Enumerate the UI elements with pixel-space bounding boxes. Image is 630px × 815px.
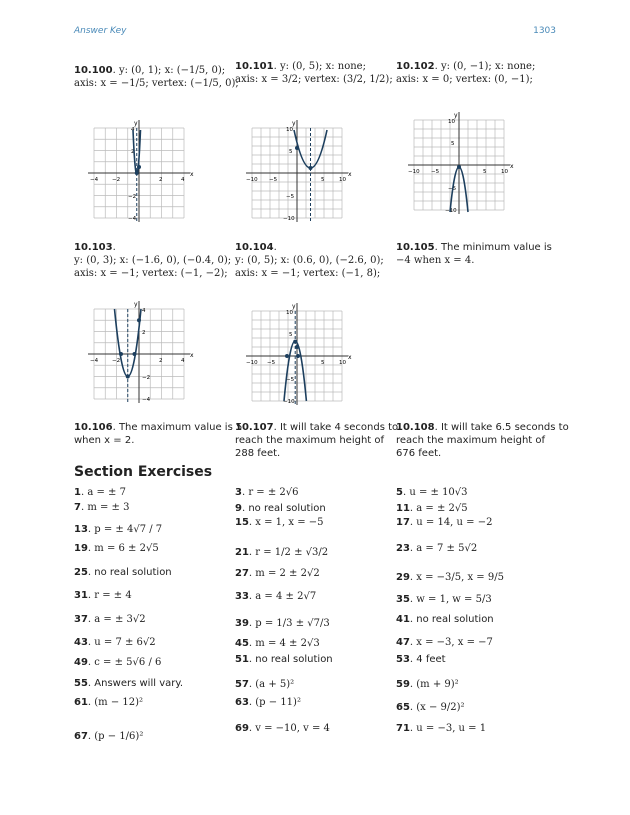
y-tick: −4 xyxy=(142,397,151,403)
y-tick: 5 xyxy=(289,332,293,338)
exercise-item: 51. no real solution xyxy=(235,654,333,665)
x-tick: −10 xyxy=(246,360,258,366)
y-tick: −2 xyxy=(128,194,137,200)
y-tick: −10 xyxy=(445,208,457,214)
y-axis-label: y xyxy=(134,120,138,127)
y-tick: −10 xyxy=(283,216,295,222)
x-tick: 5 xyxy=(483,169,487,175)
x-tick: −4 xyxy=(90,358,99,364)
exercise-item: 7. m = ± 3 xyxy=(74,502,130,513)
exercise-item: 11. a = ± 2√5 xyxy=(396,503,468,514)
x-tick: −2 xyxy=(112,358,121,364)
exercise-item: 67. (p − 1/6)² xyxy=(74,731,144,742)
answer-10-105: 10.105. The minimum value is −4 when x = 4. xyxy=(396,242,552,266)
answer-10-107: 10.107. It will take 4 seconds to reach the maximum height of 288 feet. xyxy=(235,422,399,459)
graph-10-102 xyxy=(404,110,514,220)
exercise-item: 15. x = 1, x = −5 xyxy=(235,517,324,528)
answer-10-106: 10.106. The maximum value is 5 when x = 2. xyxy=(74,422,243,446)
x-tick: −2 xyxy=(112,177,121,183)
exercise-item: 27. m = 2 ± 2√2 xyxy=(235,568,320,579)
exercise-item: 47. x = −3, x = −7 xyxy=(396,637,493,648)
x-axis-label: x xyxy=(190,352,194,359)
exercise-item: 31. r = ± 4 xyxy=(74,590,132,601)
x-tick: 2 xyxy=(159,358,163,364)
y-tick: −10 xyxy=(283,399,295,405)
answer-10-101: 10.101. y: (0, 5); x: none; axis: x = 3/2; vertex: (3/2, 1/2); xyxy=(235,61,393,85)
exercise-item: 1. a = ± 7 xyxy=(74,487,126,498)
exercise-item: 3. r = ± 2√6 xyxy=(235,487,299,498)
x-tick: 10 xyxy=(501,169,508,175)
exercise-item: 13. p = ± 4√7 / 7 xyxy=(74,524,163,535)
y-axis-label: y xyxy=(292,303,296,310)
y-tick: −5 xyxy=(448,186,457,192)
x-axis-label: x xyxy=(510,163,514,170)
graph-10-103 xyxy=(84,299,194,409)
answer-10-104: 10.104. y: (0, 5); x: (0.6, 0), (−2.6, 0); axis: x = −1; vertex: (−1, 8); xyxy=(235,242,384,279)
x-tick: 4 xyxy=(181,177,185,183)
running-header-left: Answer Key xyxy=(74,26,127,36)
exercise-item: 53. 4 feet xyxy=(396,654,446,665)
exercise-item: 9. no real solution xyxy=(235,503,326,514)
exercise-item: 35. w = 1, w = 5/3 xyxy=(396,594,492,605)
y-tick: 10 xyxy=(286,310,293,316)
x-tick: 5 xyxy=(321,360,325,366)
x-axis-label: x xyxy=(190,171,194,178)
y-axis-label: y xyxy=(134,301,138,308)
y-tick: 10 xyxy=(448,119,455,125)
exercise-item: 59. (m + 9)² xyxy=(396,679,459,690)
exercise-item: 43. u = 7 ± 6√2 xyxy=(74,637,156,648)
y-tick: 4 xyxy=(142,308,146,314)
exercise-item: 39. p = 1/3 ± √7/3 xyxy=(235,618,330,629)
x-tick: −4 xyxy=(90,177,99,183)
y-tick: 10 xyxy=(286,127,293,133)
exercise-item: 55. Answers will vary. xyxy=(74,678,184,689)
y-axis-label: y xyxy=(292,120,296,127)
exercise-item: 57. (a + 5)² xyxy=(235,679,295,690)
y-tick: 4 xyxy=(131,127,135,133)
graph-10-100 xyxy=(84,118,194,228)
y-axis-label: y xyxy=(454,112,458,119)
exercise-item: 63. (p − 11)² xyxy=(235,697,301,708)
exercise-item: 61. (m − 12)² xyxy=(74,697,144,708)
y-tick: 5 xyxy=(289,149,293,155)
exercise-item: 5. u = ± 10√3 xyxy=(396,487,468,498)
answer-10-102: 10.102. y: (0, −1); x: none; axis: x = 0; vertex: (0, −1); xyxy=(396,61,536,85)
x-tick: −5 xyxy=(269,177,278,183)
exercise-item: 29. x = −3/5, x = 9/5 xyxy=(396,572,504,583)
y-tick: −5 xyxy=(286,377,295,383)
x-tick: 10 xyxy=(339,177,346,183)
y-tick: −5 xyxy=(286,194,295,200)
exercise-item: 41. no real solution xyxy=(396,614,494,625)
exercise-item: 21. r = 1/2 ± √3/2 xyxy=(235,547,329,558)
x-tick: 4 xyxy=(181,358,185,364)
y-tick: 5 xyxy=(451,141,455,147)
exercise-item: 65. (x − 9/2)² xyxy=(396,702,465,713)
x-tick: 5 xyxy=(321,177,325,183)
x-tick: −5 xyxy=(431,169,440,175)
graph-10-104 xyxy=(242,301,352,411)
section-title: Section Exercises xyxy=(74,464,213,480)
exercise-item: 69. v = −10, v = 4 xyxy=(235,723,330,734)
exercise-item: 17. u = 14, u = −2 xyxy=(396,517,493,528)
x-axis-label: x xyxy=(348,171,352,178)
exercise-item: 25. no real solution xyxy=(74,567,172,578)
y-tick: −4 xyxy=(128,216,137,222)
x-tick: 10 xyxy=(339,360,346,366)
exercise-item: 23. a = 7 ± 5√2 xyxy=(396,543,478,554)
y-tick: 2 xyxy=(142,330,146,336)
exercise-item: 19. m = 6 ± 2√5 xyxy=(74,543,159,554)
exercise-item: 37. a = ± 3√2 xyxy=(74,614,146,625)
exercise-item: 71. u = −3, u = 1 xyxy=(396,723,487,734)
page-number: 1303 xyxy=(533,26,556,36)
answer-10-108: 10.108. It will take 6.5 seconds to reach the maximum height of 676 feet. xyxy=(396,422,569,459)
x-axis-label: x xyxy=(348,354,352,361)
answer-10-100: 10.100. y: (0, 1); x: (−1/5, 0); axis: x = −1/5; vertex: (−1/5, 0); xyxy=(74,65,239,89)
y-tick: −2 xyxy=(142,375,151,381)
x-tick: −5 xyxy=(267,360,276,366)
exercise-item: 45. m = 4 ± 2√3 xyxy=(235,638,320,649)
x-tick: −10 xyxy=(246,177,258,183)
exercise-item: 33. a = 4 ± 2√7 xyxy=(235,591,317,602)
x-tick: −10 xyxy=(408,169,420,175)
x-tick: 2 xyxy=(159,177,163,183)
graph-10-101 xyxy=(242,118,352,228)
exercise-item: 49. c = ± 5√6 / 6 xyxy=(74,657,162,668)
y-tick: 2 xyxy=(131,149,135,155)
answer-10-103: 10.103. y: (0, 3); x: (−1.6, 0), (−0.4, 0); axis: x = −1; vertex: (−1, −2); xyxy=(74,242,232,279)
